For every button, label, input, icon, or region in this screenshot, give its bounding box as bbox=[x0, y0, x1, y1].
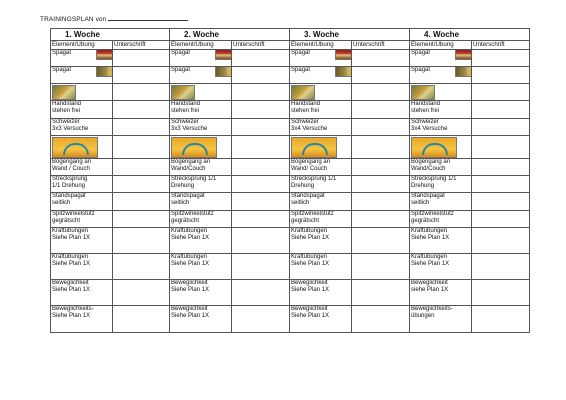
signature-cell[interactable] bbox=[352, 136, 410, 159]
element-cell bbox=[51, 176, 113, 193]
element-text-detail: Wand/Couch bbox=[411, 166, 446, 172]
signature-cell[interactable] bbox=[113, 50, 170, 67]
element-cell bbox=[170, 211, 232, 228]
element-text: Spagat bbox=[411, 50, 431, 56]
element-cell bbox=[410, 101, 472, 119]
spagat-row bbox=[51, 50, 530, 67]
element-text: Kraftübungen bbox=[171, 228, 208, 234]
signature-cell[interactable] bbox=[232, 136, 290, 159]
element-column-header: Element/Übung bbox=[170, 41, 232, 50]
element-cell bbox=[51, 67, 113, 84]
signature-cell[interactable] bbox=[472, 159, 530, 176]
signature-cell[interactable] bbox=[232, 254, 290, 280]
signature-cell[interactable] bbox=[352, 254, 410, 280]
element-text: Standspagat bbox=[171, 193, 205, 199]
element-cell bbox=[410, 211, 472, 228]
column-header-row bbox=[51, 41, 530, 50]
backbend-photo bbox=[171, 137, 217, 158]
element-text: Handstand bbox=[291, 101, 321, 107]
element-cell bbox=[290, 101, 352, 119]
element-text: Spagat bbox=[411, 67, 431, 73]
splits-photo bbox=[455, 50, 472, 61]
element-cell bbox=[51, 193, 113, 211]
bogengang-row bbox=[51, 159, 530, 176]
element-text: Schweizer bbox=[171, 119, 199, 125]
element-text: Standspagat bbox=[291, 193, 325, 199]
element-cell bbox=[170, 176, 232, 193]
standspagat-row bbox=[51, 193, 530, 211]
signature-column-header: Unterschrift bbox=[352, 41, 410, 50]
element-text: Handstand bbox=[52, 101, 82, 107]
element-cell bbox=[290, 136, 352, 159]
element-text-detail: 1/1 Drehung bbox=[52, 183, 86, 189]
handstand-row bbox=[51, 101, 530, 119]
element-cell bbox=[410, 50, 472, 67]
element-text: Standspagat bbox=[411, 193, 445, 199]
element-cell bbox=[410, 228, 472, 254]
element-text-detail: Siehe Plan 1X bbox=[291, 235, 330, 241]
element-text-detail: 3x3 Versuche bbox=[52, 126, 89, 132]
signature-cell[interactable] bbox=[113, 84, 170, 101]
signature-cell[interactable] bbox=[113, 306, 170, 333]
element-text: Bogengang an bbox=[291, 159, 331, 165]
element-text-detail: Siehe Plan 1X bbox=[411, 261, 450, 267]
element-text: Beweglichkeits- bbox=[411, 306, 453, 312]
element-cell bbox=[51, 84, 113, 101]
element-text: Beweglichkeit bbox=[52, 280, 89, 286]
element-text-detail: Siehe Plan 1X bbox=[291, 261, 330, 267]
element-text: Spitzwinkelstütz bbox=[291, 211, 334, 217]
beweglichkeit-row bbox=[51, 306, 530, 333]
element-text-detail: Wand / Couch bbox=[52, 166, 90, 172]
signature-cell[interactable] bbox=[113, 193, 170, 211]
signature-cell[interactable] bbox=[113, 136, 170, 159]
signature-cell[interactable] bbox=[232, 159, 290, 176]
signature-cell[interactable] bbox=[352, 50, 410, 67]
element-text: Spitzwinkelstütz bbox=[171, 211, 214, 217]
element-cell bbox=[51, 280, 113, 306]
element-text: Beweglichkeit bbox=[171, 306, 208, 312]
element-cell bbox=[51, 211, 113, 228]
signature-cell[interactable] bbox=[113, 119, 170, 136]
element-cell bbox=[170, 119, 232, 136]
splits-photo bbox=[335, 67, 352, 78]
signature-cell[interactable] bbox=[472, 119, 530, 136]
element-text: Handstand bbox=[171, 101, 201, 107]
element-cell bbox=[51, 159, 113, 176]
signature-cell[interactable] bbox=[472, 50, 530, 67]
signature-cell[interactable] bbox=[472, 176, 530, 193]
element-cell bbox=[51, 228, 113, 254]
week-header: 3. Woche bbox=[290, 29, 410, 41]
splits-photo bbox=[215, 50, 232, 61]
element-text-detail: Siehe Plan 1X bbox=[291, 287, 330, 293]
element-cell bbox=[51, 254, 113, 280]
week-header: 4. Woche bbox=[410, 29, 530, 41]
signature-cell[interactable] bbox=[352, 176, 410, 193]
element-cell bbox=[410, 84, 472, 101]
signature-cell[interactable] bbox=[352, 211, 410, 228]
signature-cell[interactable] bbox=[232, 228, 290, 254]
element-text-detail: seitlich bbox=[291, 200, 310, 206]
signature-column-header: Unterschrift bbox=[472, 41, 530, 50]
element-cell bbox=[170, 159, 232, 176]
signature-cell[interactable] bbox=[232, 280, 290, 306]
element-text-detail: siehe Plan 1X bbox=[411, 287, 449, 293]
element-cell bbox=[290, 119, 352, 136]
signature-cell[interactable] bbox=[113, 228, 170, 254]
element-text: Beweglichkeit bbox=[171, 280, 208, 286]
element-text-detail: gegrätscht bbox=[411, 218, 440, 224]
signature-cell[interactable] bbox=[352, 84, 410, 101]
element-cell bbox=[290, 159, 352, 176]
element-text-detail: Siehe Plan 1X bbox=[52, 287, 91, 293]
splits-photo bbox=[96, 67, 113, 78]
signature-cell[interactable] bbox=[352, 101, 410, 119]
element-cell bbox=[410, 280, 472, 306]
element-cell bbox=[290, 254, 352, 280]
splits-photo bbox=[215, 67, 232, 78]
week-header-row bbox=[51, 29, 530, 41]
splits-photo bbox=[96, 50, 113, 61]
element-text: Kraftübungen bbox=[52, 254, 89, 260]
kraft-row bbox=[51, 228, 530, 254]
element-text: Spagat bbox=[171, 50, 191, 56]
element-text-detail: Siehe Plan 1X bbox=[52, 261, 91, 267]
element-cell bbox=[410, 254, 472, 280]
element-column-header: Element/Übung bbox=[410, 41, 472, 50]
signature-cell[interactable] bbox=[352, 159, 410, 176]
element-text-detail: stehen frei bbox=[291, 108, 320, 114]
name-line[interactable] bbox=[108, 14, 188, 21]
element-text-detail: übungen bbox=[411, 313, 435, 319]
element-cell bbox=[290, 228, 352, 254]
element-cell bbox=[410, 136, 472, 159]
element-text: Schweizer bbox=[52, 119, 80, 125]
signature-cell[interactable] bbox=[113, 67, 170, 84]
signature-cell[interactable] bbox=[352, 306, 410, 333]
element-cell bbox=[290, 306, 352, 333]
element-cell bbox=[51, 136, 113, 159]
element-cell bbox=[51, 119, 113, 136]
element-text: Spagat bbox=[171, 67, 191, 73]
element-text: Strecksprung bbox=[52, 176, 88, 182]
element-text-detail: gegrätscht bbox=[52, 218, 81, 224]
signature-cell[interactable] bbox=[352, 119, 410, 136]
element-text: Bogengang an bbox=[52, 159, 92, 165]
element-cell bbox=[170, 50, 232, 67]
element-text: Bogengang an bbox=[411, 159, 451, 165]
signature-cell[interactable] bbox=[113, 159, 170, 176]
signature-cell[interactable] bbox=[472, 280, 530, 306]
signature-cell[interactable] bbox=[472, 211, 530, 228]
element-cell bbox=[290, 50, 352, 67]
kraft-row bbox=[51, 254, 530, 280]
element-text-detail: stehen frei bbox=[171, 108, 200, 114]
signature-cell[interactable] bbox=[472, 136, 530, 159]
signature-cell[interactable] bbox=[113, 101, 170, 119]
element-text-detail: 3x3 Versuche bbox=[171, 126, 208, 132]
element-text: Kraftübungen bbox=[411, 254, 448, 260]
element-cell bbox=[290, 280, 352, 306]
element-text: Kraftübungen bbox=[291, 254, 328, 260]
element-text: Beweglichkeit bbox=[291, 280, 328, 286]
element-text-detail: seitlich bbox=[171, 200, 190, 206]
element-text: Spagat bbox=[291, 50, 311, 56]
element-text: Beweglichkeits- bbox=[52, 306, 94, 312]
element-text: Spagat bbox=[52, 67, 72, 73]
element-cell bbox=[410, 176, 472, 193]
element-text: Kraftübungen bbox=[291, 228, 328, 234]
backbend-photo bbox=[291, 137, 337, 158]
element-text: Kraftübungen bbox=[52, 228, 89, 234]
signature-cell[interactable] bbox=[113, 176, 170, 193]
element-text-detail: Siehe Plan 1X bbox=[171, 235, 210, 241]
signature-cell[interactable] bbox=[232, 50, 290, 67]
splits-photo bbox=[455, 67, 472, 78]
element-cell bbox=[170, 254, 232, 280]
backbend-photo bbox=[52, 137, 98, 158]
element-text-detail: Siehe Plan 1X bbox=[291, 313, 330, 319]
element-cell bbox=[410, 193, 472, 211]
signature-cell[interactable] bbox=[472, 254, 530, 280]
element-text-detail: Siehe Plan 1X bbox=[171, 261, 210, 267]
element-text: Standspagat bbox=[52, 193, 86, 199]
element-cell bbox=[51, 306, 113, 333]
backbend-photo bbox=[411, 137, 457, 158]
element-column-header: Element/Übung bbox=[51, 41, 113, 50]
element-cell bbox=[170, 101, 232, 119]
signature-cell[interactable] bbox=[232, 193, 290, 211]
element-cell bbox=[170, 306, 232, 333]
title-label: TRAININGSPLAN bbox=[40, 16, 94, 23]
signature-cell[interactable] bbox=[232, 306, 290, 333]
splits-photo bbox=[335, 50, 352, 61]
element-text-detail: Siehe Plan 1X bbox=[411, 235, 450, 241]
element-text-detail: 3x4 Versuche bbox=[411, 126, 448, 132]
signature-cell[interactable] bbox=[113, 211, 170, 228]
element-text-detail: stehen frei bbox=[411, 108, 440, 114]
signature-cell[interactable] bbox=[472, 84, 530, 101]
handstand-photo bbox=[411, 85, 435, 100]
element-text: Spitzwinkelstütz bbox=[52, 211, 95, 217]
signature-cell[interactable] bbox=[352, 67, 410, 84]
element-text: Beweglichkeit bbox=[411, 280, 448, 286]
bogengang-image-row bbox=[51, 136, 530, 159]
signature-cell[interactable] bbox=[232, 211, 290, 228]
schweizer-row bbox=[51, 119, 530, 136]
element-text: Kraftübungen bbox=[411, 228, 448, 234]
spagat-row bbox=[51, 67, 530, 84]
signature-cell[interactable] bbox=[352, 228, 410, 254]
element-text: Spagat bbox=[52, 50, 72, 56]
element-text: Kraftübungen bbox=[171, 254, 208, 260]
signature-cell[interactable] bbox=[472, 306, 530, 333]
element-cell bbox=[410, 119, 472, 136]
signature-cell[interactable] bbox=[232, 84, 290, 101]
signature-cell[interactable] bbox=[232, 67, 290, 84]
element-column-header: Element/Übung bbox=[290, 41, 352, 50]
handstand-photo bbox=[171, 85, 195, 100]
element-text: Beweglichkeit bbox=[291, 306, 328, 312]
signature-cell[interactable] bbox=[232, 176, 290, 193]
element-text-detail: 3x4 Versuche bbox=[291, 126, 328, 132]
element-text: Schweizer bbox=[291, 119, 319, 125]
training-plan-table bbox=[50, 28, 530, 333]
element-text-detail: Drehung bbox=[171, 183, 195, 189]
element-text-detail: Siehe Plan 1X bbox=[52, 313, 91, 319]
element-cell bbox=[170, 280, 232, 306]
element-text-detail: Siehe Plan 1X bbox=[171, 287, 210, 293]
signature-cell[interactable] bbox=[472, 67, 530, 84]
element-cell bbox=[290, 176, 352, 193]
signature-cell[interactable] bbox=[352, 280, 410, 306]
element-cell bbox=[410, 67, 472, 84]
signature-column-header: Unterschrift bbox=[232, 41, 290, 50]
element-text: Bogengang an bbox=[171, 159, 211, 165]
element-text-detail: Wand/ Couch bbox=[291, 166, 328, 172]
element-text: Strecksprung 1/1 bbox=[411, 176, 457, 182]
element-text-detail: Drehung bbox=[291, 183, 315, 189]
element-text-detail: stehen frei bbox=[52, 108, 81, 114]
handstand-photo bbox=[52, 85, 76, 100]
element-cell bbox=[410, 159, 472, 176]
strecksprung-row bbox=[51, 176, 530, 193]
element-cell bbox=[51, 50, 113, 67]
spitzwinkel-row bbox=[51, 211, 530, 228]
element-cell bbox=[170, 84, 232, 101]
signature-cell[interactable] bbox=[113, 254, 170, 280]
signature-cell[interactable] bbox=[472, 228, 530, 254]
beweglichkeit-row bbox=[51, 280, 530, 306]
element-text: Handstand bbox=[411, 101, 441, 107]
element-cell bbox=[290, 67, 352, 84]
element-cell bbox=[170, 228, 232, 254]
document-title bbox=[40, 14, 188, 23]
element-text-detail: seitlich bbox=[52, 200, 71, 206]
signature-cell[interactable] bbox=[352, 193, 410, 211]
element-cell bbox=[170, 67, 232, 84]
element-text: Schweizer bbox=[411, 119, 439, 125]
element-text-detail: Siehe Plan 1X bbox=[52, 235, 91, 241]
signature-cell[interactable] bbox=[472, 101, 530, 119]
handstand-image-row bbox=[51, 84, 530, 101]
week-header: 2. Woche bbox=[170, 29, 290, 41]
week-header: 1. Woche bbox=[51, 29, 170, 41]
element-cell bbox=[410, 306, 472, 333]
element-cell bbox=[51, 101, 113, 119]
element-text-detail: Siehe Plan 1X bbox=[171, 313, 210, 319]
signature-cell[interactable] bbox=[113, 280, 170, 306]
title-von: von bbox=[95, 16, 107, 23]
element-text-detail: gegrätscht bbox=[171, 218, 200, 224]
element-text: Spagat bbox=[291, 67, 311, 73]
element-cell bbox=[170, 193, 232, 211]
signature-cell[interactable] bbox=[232, 119, 290, 136]
element-cell bbox=[290, 193, 352, 211]
handstand-photo bbox=[291, 85, 315, 100]
element-cell bbox=[290, 211, 352, 228]
element-text: Spitzwinkelstütz bbox=[411, 211, 454, 217]
element-cell bbox=[170, 136, 232, 159]
element-text-detail: Drehung bbox=[411, 183, 435, 189]
element-text: Strecksprung 1/1 bbox=[171, 176, 217, 182]
element-cell bbox=[290, 84, 352, 101]
signature-cell[interactable] bbox=[232, 101, 290, 119]
element-text: Strecksprung 1/1 bbox=[291, 176, 337, 182]
element-text-detail: gegrätscht bbox=[291, 218, 320, 224]
signature-column-header: Unterschrift bbox=[113, 41, 170, 50]
signature-cell[interactable] bbox=[472, 193, 530, 211]
element-text-detail: Wand/Couch bbox=[171, 166, 206, 172]
element-text-detail: seitlich bbox=[411, 200, 430, 206]
